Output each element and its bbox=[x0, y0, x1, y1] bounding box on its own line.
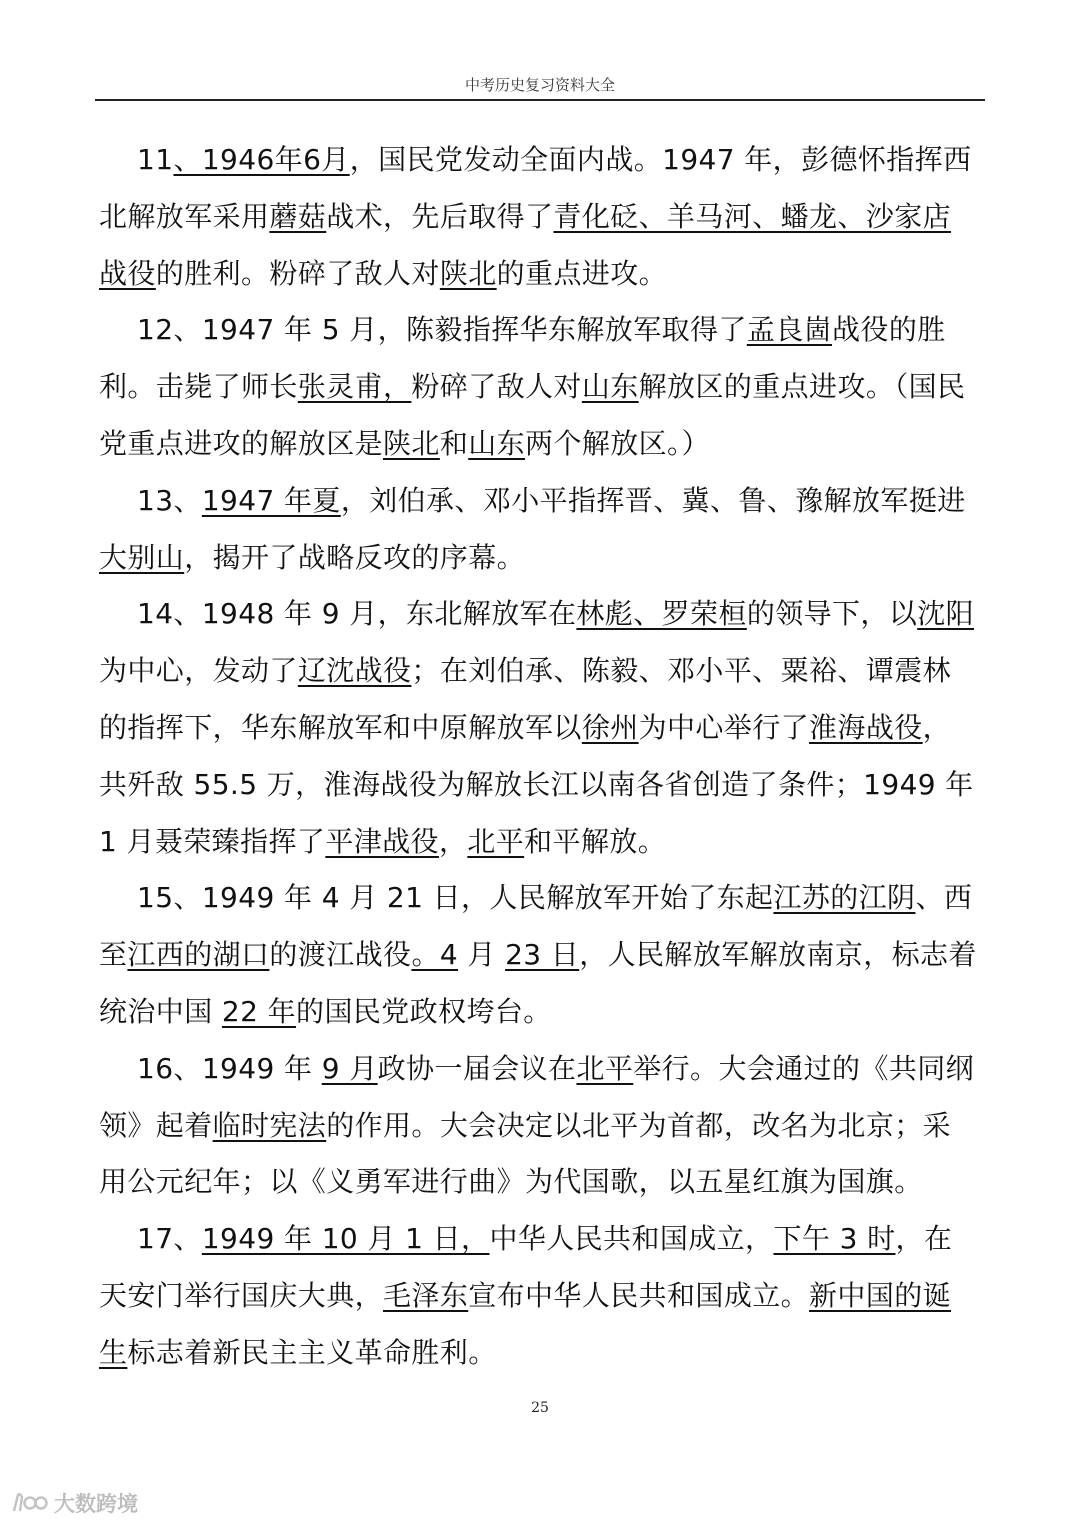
paragraph-14 bbox=[99, 586, 979, 870]
paragraph-11 bbox=[99, 132, 979, 302]
text-segment: ，在天安门举行国庆大典， bbox=[99, 1222, 953, 1312]
text-segment: 中华人民共和国成立， bbox=[489, 1222, 774, 1256]
text-segment: ，共歼敌 55.5 万，淮海战役为解放长江以南各省创造了条件；1949 年 1 月聂荣臻指挥了 bbox=[99, 710, 974, 858]
underlined-keyword: 山东 bbox=[581, 370, 639, 404]
text-segment: 13、 bbox=[137, 483, 202, 517]
text-segment: 标志着新民主主义革命胜利。 bbox=[127, 1335, 497, 1369]
text-segment: 两个解放区。） bbox=[525, 426, 710, 460]
text-segment: 15、1949 年 4 月 21 日，人民解放军开始了东起 bbox=[137, 881, 774, 915]
text-segment: 粉碎了敌人对 bbox=[411, 370, 582, 404]
underlined-keyword: 大别山 bbox=[99, 540, 185, 574]
underlined-keyword: 1949 年 10 月 1 日， bbox=[201, 1222, 490, 1256]
underlined-keyword: 陕北 bbox=[383, 426, 440, 460]
underlined-keyword: 淮海战役 bbox=[809, 710, 923, 744]
page-number: 25 bbox=[531, 1400, 549, 1416]
text-segment: 月 bbox=[458, 938, 506, 972]
text-segment: ，刘伯承、邓小平指挥晋、冀、鲁、豫解放军挺进 bbox=[340, 483, 966, 517]
header-divider bbox=[95, 99, 985, 101]
text-segment: ；在刘伯承、陈毅、邓小平、粟裕、谭震林的指挥下，华东解放军和中原解放军以 bbox=[99, 654, 952, 744]
text-segment: 的胜利。粉碎了敌人对 bbox=[155, 256, 440, 290]
underlined-keyword: 山东 bbox=[468, 426, 526, 460]
underlined-keyword: 陕北 bbox=[439, 256, 497, 290]
text-segment: 、西至 bbox=[99, 881, 973, 972]
underlined-keyword: 毛泽东 bbox=[383, 1278, 469, 1312]
paragraph-16 bbox=[99, 1041, 979, 1211]
watermark-text: 大数跨境 bbox=[54, 1492, 138, 1516]
text-segment: 和 bbox=[439, 426, 469, 460]
paragraph-12 bbox=[99, 302, 979, 472]
text-segment: 解放区的重点进攻。（国民党重点进攻的解放区是 bbox=[99, 370, 966, 460]
text-segment: 战术，先后取得了 bbox=[326, 199, 554, 233]
underlined-keyword: 张灵甫， bbox=[297, 370, 412, 404]
text-segment: 举行。大会通过的《共同纲领》起着 bbox=[99, 1051, 975, 1142]
underlined-keyword: 临时宪法 bbox=[212, 1108, 327, 1142]
underlined-keyword: 22 年 bbox=[221, 994, 297, 1028]
document-body bbox=[99, 132, 979, 1382]
text-segment: 的重点进攻。 bbox=[496, 256, 668, 290]
text-segment: 政协一届会议在 bbox=[377, 1051, 577, 1085]
underlined-keyword: 林彪、罗荣桓 bbox=[576, 597, 747, 631]
text-segment: 战役的胜利。击毙了师长 bbox=[99, 313, 946, 404]
text-segment: 为中心举行了 bbox=[638, 710, 810, 744]
underlined-keyword: 孟良崮 bbox=[746, 313, 833, 347]
text-segment: 16、1949 年 bbox=[137, 1051, 322, 1085]
underlined-keyword: 北平 bbox=[576, 1051, 634, 1085]
underlined-keyword: 23 日 bbox=[505, 938, 580, 972]
underlined-keyword: 1947 年夏 bbox=[201, 483, 341, 517]
page-header-title: 中考历史复习资料大全 bbox=[464, 76, 615, 94]
underlined-keyword: 新中国的诞生 bbox=[99, 1278, 952, 1369]
text-segment: 为中心，发动了 bbox=[99, 654, 298, 688]
text-segment: 的国民党政权垮台。 bbox=[296, 994, 552, 1028]
watermark bbox=[8, 1488, 138, 1518]
text-segment: 12、1947 年 5 月，陈毅指挥华东解放军取得了 bbox=[137, 313, 747, 347]
underlined-keyword: 。4 bbox=[411, 938, 459, 972]
underlined-keyword: 、1946年6月 bbox=[173, 143, 350, 176]
text-segment: ，人民解放军解放南京，标志着统治中国 bbox=[99, 938, 977, 1028]
text-segment: 和平解放。 bbox=[524, 824, 667, 858]
text-segment: ， bbox=[438, 824, 468, 858]
underlined-keyword: 9 月 bbox=[321, 1051, 378, 1085]
text-segment: 17、 bbox=[137, 1222, 202, 1256]
text-segment: ，揭开了战略反攻的序幕。 bbox=[184, 540, 526, 574]
paragraph-15 bbox=[99, 870, 979, 1040]
underlined-keyword: 徐州 bbox=[581, 710, 639, 744]
underlined-keyword: 蘑菇 bbox=[269, 199, 327, 233]
text-segment: 的领导下，以 bbox=[746, 597, 918, 631]
underlined-keyword: 江西的湖口 bbox=[127, 938, 270, 972]
text-segment: 的渡江战役 bbox=[269, 938, 412, 972]
paragraph-17 bbox=[99, 1211, 979, 1381]
text-segment: 14、1948 年 9 月，东北解放军在 bbox=[137, 597, 577, 631]
text-segment: 的作用。大会决定以北平为首都，改名为北京；采用公元纪年；以《义勇军进行曲》为代国歌，以五星红旗为国旗。 bbox=[99, 1108, 952, 1199]
underlined-keyword: 江苏的江阴 bbox=[773, 881, 916, 915]
text-segment: 宣布中华人民共和国成立。 bbox=[468, 1278, 810, 1312]
underlined-keyword: 青化砭、羊马河、蟠龙、沙家店战役 bbox=[99, 199, 952, 290]
text-segment: ，国民党发动全面内战。1947 年，彭德怀指挥西北解放军采用 bbox=[99, 143, 972, 233]
underlined-keyword: 平津战役 bbox=[325, 824, 439, 858]
underlined-keyword: 下午 3 时 bbox=[773, 1222, 896, 1256]
underlined-keyword: 辽沈战役 bbox=[297, 654, 412, 688]
paragraph-13 bbox=[99, 473, 979, 587]
text-segment: 11 bbox=[137, 143, 174, 176]
underlined-keyword: 北平 bbox=[467, 824, 525, 858]
underlined-keyword: 沈阳 bbox=[917, 597, 975, 631]
watermark-logo-icon bbox=[8, 1491, 48, 1515]
